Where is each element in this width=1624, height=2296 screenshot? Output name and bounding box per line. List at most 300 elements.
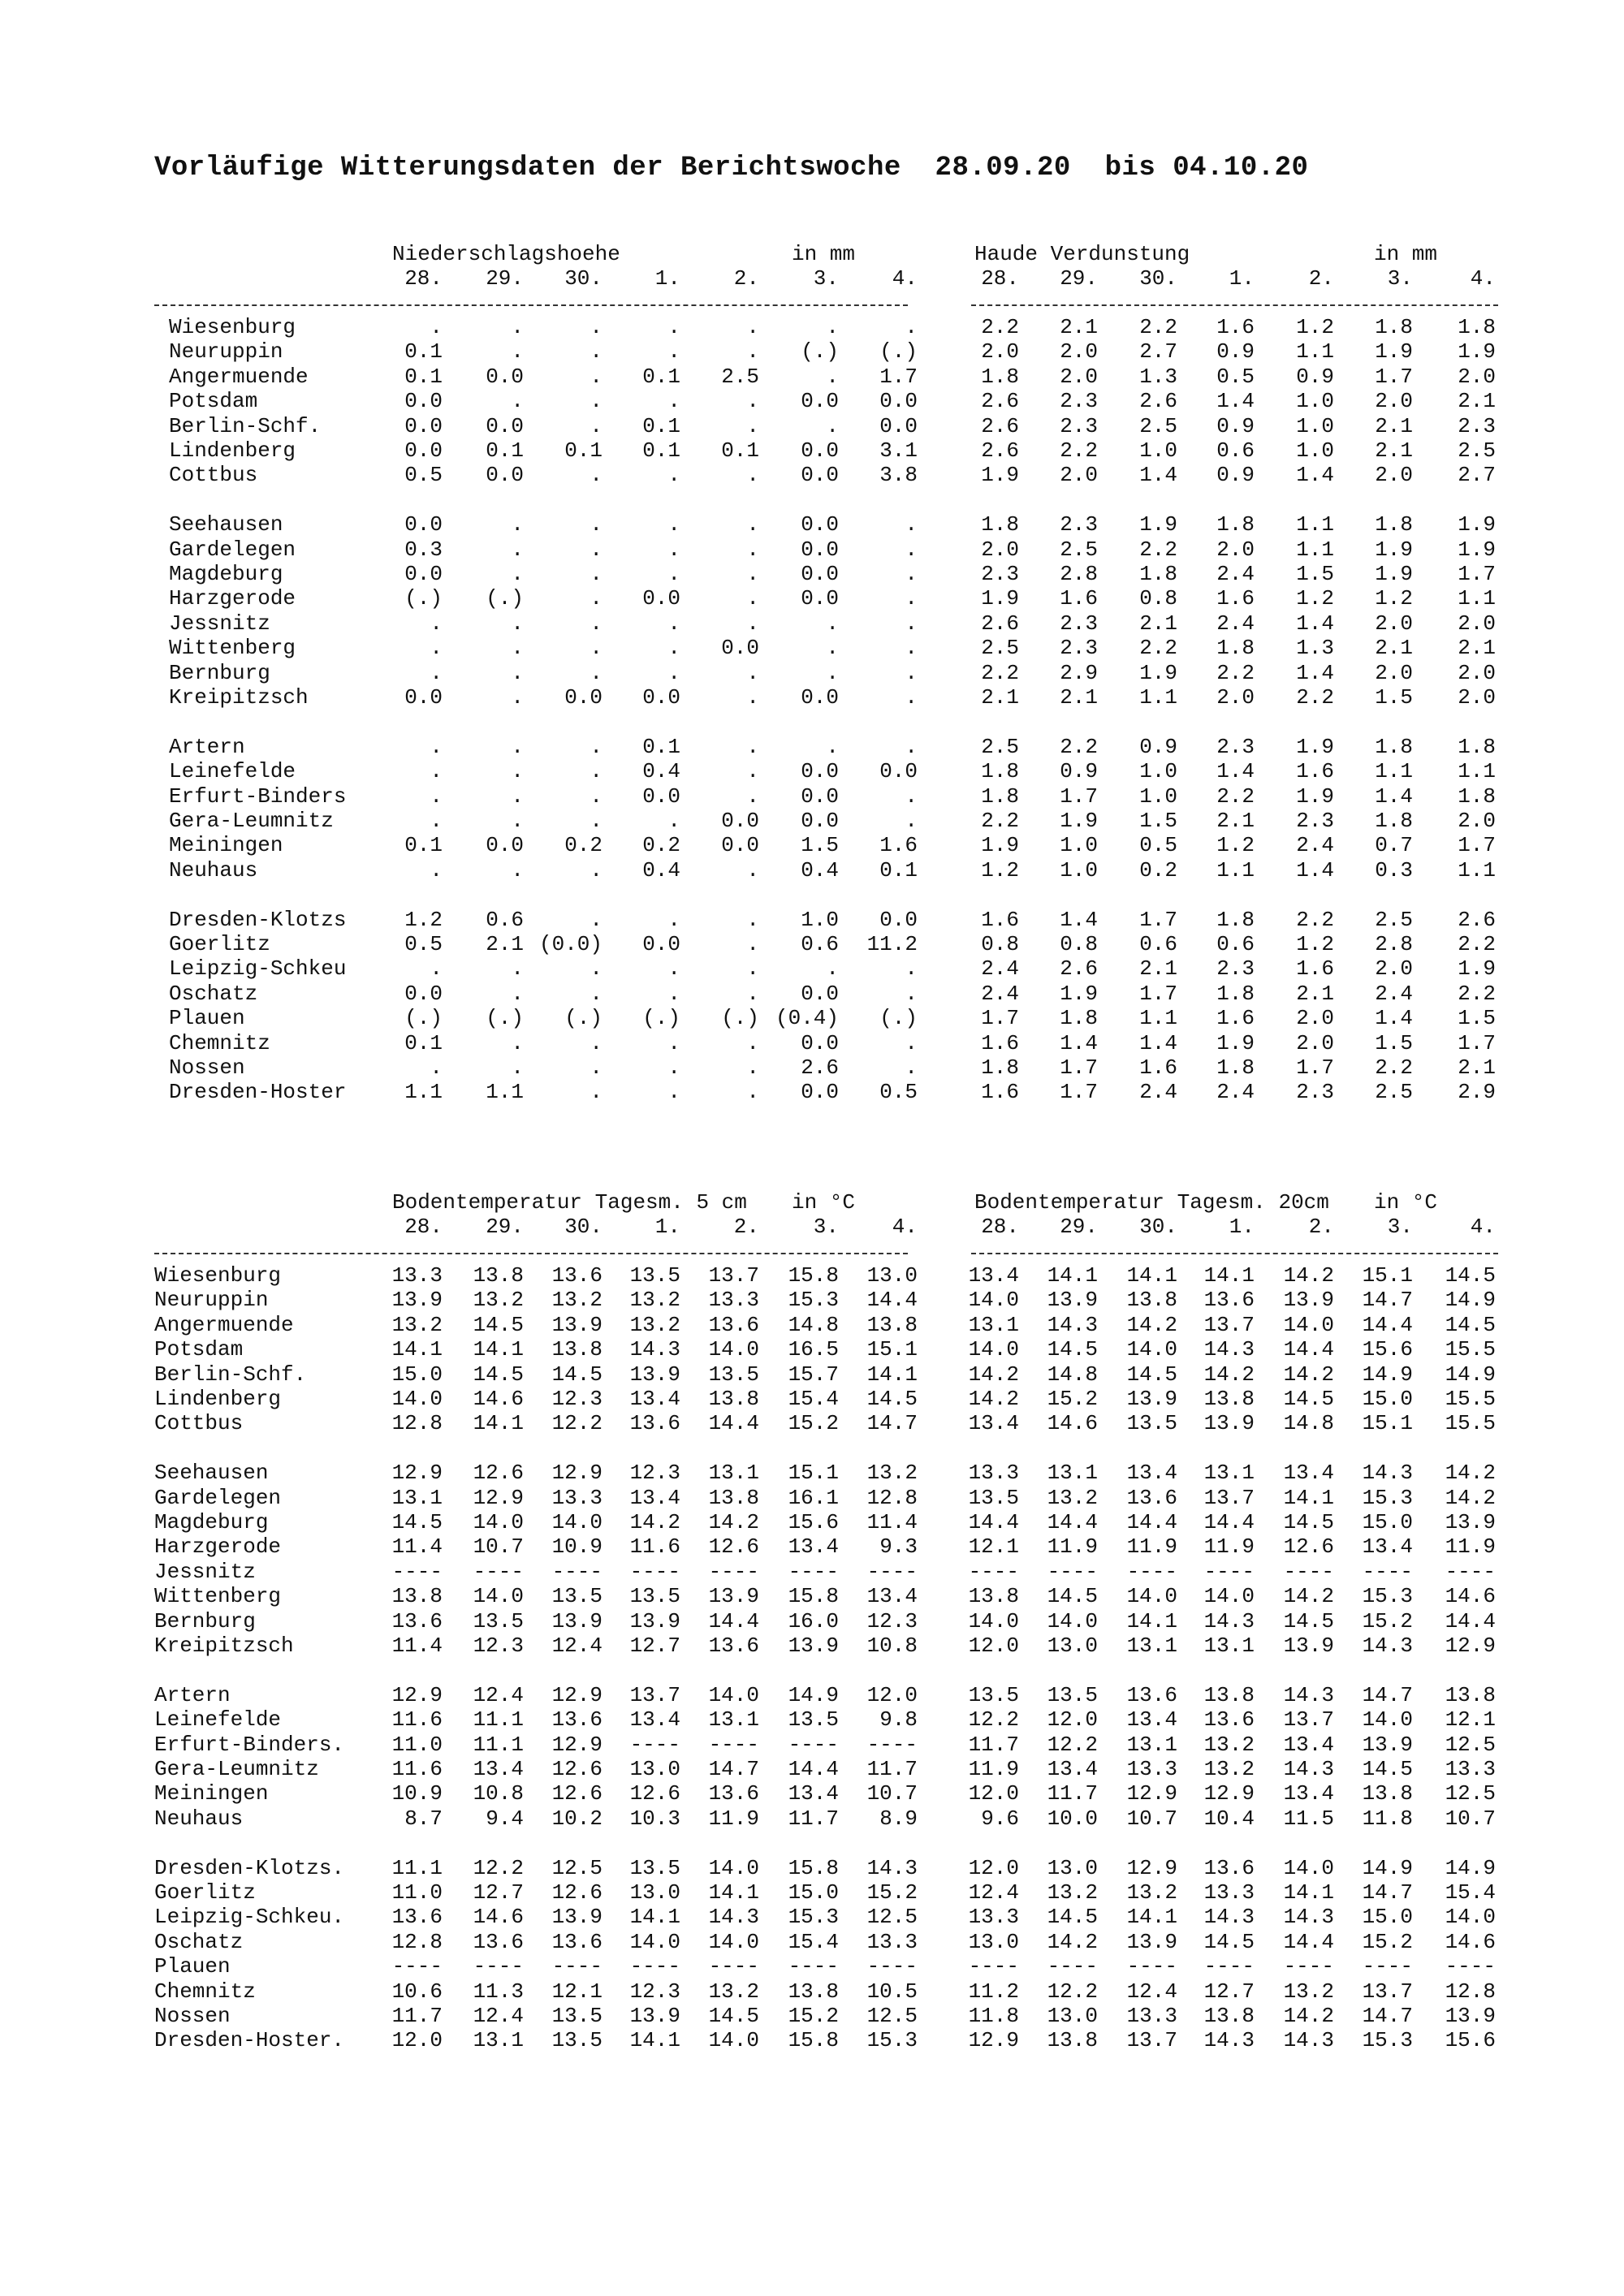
right-value-cell: 11.9	[968, 1757, 1019, 1781]
right-value-cell: 13.7	[1362, 1979, 1413, 2004]
right-value-cell: 2.4	[981, 981, 1019, 1006]
left-value-cell: 14.0	[708, 2028, 759, 2053]
right-value-cell: 1.8	[1216, 981, 1255, 1006]
station-name: Wittenberg	[169, 636, 296, 661]
right-value-cell: 1.6	[981, 1080, 1019, 1105]
right-value-cell: ----	[1126, 1559, 1177, 1584]
left-value-cell: 3.1	[879, 438, 918, 463]
right-value-cell: 1.7	[1458, 1030, 1496, 1055]
left-value-cell: .	[511, 611, 524, 636]
left-value-cell: 0.0	[404, 562, 443, 586]
right-value-cell: 14.3	[1362, 1634, 1413, 1658]
right-value-cell: 12.6	[1283, 1534, 1334, 1560]
left-value-cell: ----	[866, 1559, 918, 1584]
left-value-cell: 10.5	[866, 1979, 918, 2004]
left-value-cell: 13.1	[391, 1485, 443, 1510]
right-value-cell: 1.9	[981, 463, 1019, 488]
left-value-cell: 10.8	[866, 1634, 918, 1658]
right-day-header: 2.	[1308, 266, 1334, 291]
left-value-cell: 14.1	[708, 1880, 759, 1905]
right-value-cell: 13.7	[1203, 1485, 1255, 1510]
right-value-cell: 1.4	[1139, 1030, 1177, 1055]
left-value-cell: .	[667, 315, 680, 339]
left-value-cell: 15.7	[788, 1362, 839, 1387]
left-value-cell: 0.4	[642, 759, 680, 784]
left-value-cell: 13.3	[708, 1288, 759, 1313]
right-value-cell: 2.1	[1375, 413, 1413, 438]
left-value-cell: .	[590, 981, 603, 1006]
left-value-cell: 12.2	[551, 1411, 603, 1436]
right-value-cell: 14.7	[1362, 1682, 1413, 1707]
left-value-cell: 14.0	[708, 1929, 759, 1954]
right-value-cell: 1.2	[1296, 932, 1334, 956]
left-value-cell: .	[905, 981, 918, 1006]
left-value-cell: 12.1	[551, 1979, 603, 2004]
right-value-cell: 1.7	[1060, 1080, 1098, 1105]
left-value-cell: 15.4	[788, 1387, 839, 1411]
right-value-cell: 14.4	[1362, 1312, 1413, 1337]
left-value-cell: 12.4	[473, 2004, 524, 2028]
right-value-cell: 2.2	[981, 660, 1019, 685]
left-day-header: 3.	[813, 1215, 839, 1239]
right-value-cell: 13.6	[1203, 1288, 1255, 1313]
right-value-cell: 1.8	[1458, 315, 1496, 339]
right-value-cell: 1.1	[1296, 537, 1334, 562]
right-value-cell: 13.9	[1445, 2004, 1496, 2028]
left-value-cell: .	[590, 562, 603, 586]
left-value-cell: .	[511, 512, 524, 537]
left-value-cell: .	[430, 315, 443, 339]
right-value-cell: 2.3	[1060, 389, 1098, 414]
left-value-cell: 12.6	[473, 1461, 524, 1486]
left-value-cell: 8.7	[404, 1806, 443, 1831]
right-value-cell: 1.0	[1296, 389, 1334, 414]
right-value-cell: 14.0	[1283, 1312, 1334, 1337]
left-value-cell: 11.4	[391, 1634, 443, 1658]
right-section-title: Haude Verdunstung	[974, 242, 1190, 266]
right-value-cell: 2.1	[1060, 685, 1098, 710]
right-value-cell: 15.5	[1445, 1387, 1496, 1411]
right-value-cell: 13.4	[1047, 1757, 1098, 1781]
left-value-cell: .	[905, 1030, 918, 1055]
right-day-header: 1.	[1229, 1215, 1255, 1239]
left-value-cell: 0.0	[879, 907, 918, 932]
left-value-cell: 13.6	[391, 1608, 443, 1634]
left-value-cell: 0.1	[642, 413, 680, 438]
station-name: Artern	[169, 734, 245, 759]
left-value-cell: 0.1	[879, 857, 918, 883]
right-value-cell: 11.5	[1283, 1806, 1334, 1831]
left-value-cell: 10.3	[629, 1806, 680, 1831]
left-value-cell: .	[590, 463, 603, 488]
left-value-cell: 11.2	[866, 932, 918, 956]
right-value-cell: 1.4	[1216, 389, 1255, 414]
left-value-cell: 13.2	[391, 1312, 443, 1337]
right-value-cell: 2.1	[1458, 389, 1496, 414]
right-value-cell: 14.2	[968, 1387, 1019, 1411]
right-value-cell: 0.9	[1216, 463, 1255, 488]
right-value-cell: 2.3	[1458, 413, 1496, 438]
left-value-cell: 13.6	[551, 1929, 603, 1954]
station-name: Chemnitz	[169, 1030, 270, 1055]
right-value-cell: 14.1	[1047, 1263, 1098, 1288]
left-value-cell: .	[667, 636, 680, 661]
station-name: Kreipitzsch	[154, 1634, 294, 1658]
left-value-cell: 13.4	[473, 1757, 524, 1781]
right-value-cell: 2.2	[981, 315, 1019, 339]
left-value-cell: ----	[391, 1954, 443, 1979]
station-name: Berlin-Schf.	[154, 1362, 307, 1387]
left-value-cell: 0.0	[801, 438, 839, 463]
left-value-cell: .	[746, 586, 759, 611]
right-value-cell: ----	[1362, 1954, 1413, 1979]
station-name: Chemnitz	[154, 1979, 256, 2004]
right-value-cell: 2.0	[1296, 1030, 1334, 1055]
left-day-header: 1.	[654, 266, 680, 291]
right-value-cell: 1.1	[1216, 857, 1255, 883]
left-value-cell: .	[746, 783, 759, 809]
left-value-cell: 13.8	[788, 1979, 839, 2004]
right-value-cell: 1.8	[1216, 907, 1255, 932]
left-value-cell: 12.4	[473, 1682, 524, 1707]
left-value-cell: 0.5	[404, 463, 443, 488]
left-value-cell: 0.1	[404, 1030, 443, 1055]
station-name: Erfurt-Binders	[169, 783, 347, 809]
right-value-cell: 2.5	[1375, 907, 1413, 932]
left-value-cell: 12.8	[866, 1485, 918, 1510]
left-value-cell: 11.4	[866, 1510, 918, 1534]
right-value-cell: 2.2	[1216, 783, 1255, 809]
right-value-cell: 1.6	[1139, 1055, 1177, 1080]
left-value-cell: .	[430, 660, 443, 685]
right-value-cell: 12.0	[1047, 1707, 1098, 1733]
right-value-cell: 14.4	[1203, 1510, 1255, 1534]
right-value-cell: 14.4	[1283, 1337, 1334, 1362]
right-value-cell: 14.5	[1283, 1510, 1334, 1534]
left-value-cell: 0.1	[642, 364, 680, 389]
right-value-cell: 14.2	[1283, 1362, 1334, 1387]
left-value-cell: 13.1	[708, 1461, 759, 1486]
left-value-cell: 14.6	[473, 1905, 524, 1930]
right-value-cell: 14.1	[1126, 1905, 1177, 1930]
left-value-cell: 10.7	[473, 1534, 524, 1560]
left-value-cell: .	[590, 783, 603, 809]
right-value-cell: 1.6	[1216, 315, 1255, 339]
right-value-cell: 1.9	[1296, 734, 1334, 759]
right-value-cell: 2.9	[1458, 1080, 1496, 1105]
station-name: Cottbus	[169, 463, 258, 488]
left-value-cell: 14.2	[708, 1510, 759, 1534]
station-name: Oschatz	[154, 1929, 244, 1954]
right-value-cell: 13.1	[1203, 1461, 1255, 1486]
right-value-cell: ----	[1047, 1954, 1098, 1979]
left-value-cell: ----	[473, 1954, 524, 1979]
left-value-cell: 0.0	[801, 389, 839, 414]
right-value-cell: 1.3	[1139, 364, 1177, 389]
left-value-cell: .	[746, 932, 759, 956]
right-value-cell: 14.3	[1203, 1337, 1255, 1362]
right-value-cell: 2.0	[1216, 685, 1255, 710]
right-value-cell: 13.9	[1283, 1288, 1334, 1313]
right-value-cell: 1.7	[981, 1006, 1019, 1031]
left-value-cell: 12.9	[551, 1461, 603, 1486]
left-value-cell: 12.9	[391, 1461, 443, 1486]
right-value-cell: 1.9	[1296, 783, 1334, 809]
left-value-cell: 0.0	[801, 1080, 839, 1105]
left-value-cell: ----	[708, 1732, 759, 1757]
left-value-cell: 13.4	[629, 1485, 680, 1510]
left-value-cell: 13.8	[708, 1387, 759, 1411]
left-value-cell: .	[430, 759, 443, 784]
left-value-cell: .	[430, 783, 443, 809]
right-value-cell: 2.0	[1060, 339, 1098, 365]
left-value-cell: 13.6	[708, 1312, 759, 1337]
right-section-unit: in mm	[1374, 242, 1438, 266]
left-value-cell: ----	[866, 1954, 918, 1979]
right-value-cell: 13.2	[1126, 1880, 1177, 1905]
right-value-cell: 1.9	[1375, 537, 1413, 562]
left-value-cell: .	[905, 586, 918, 611]
right-value-cell: 2.0	[1296, 1006, 1334, 1031]
right-value-cell: 14.5	[1283, 1608, 1334, 1634]
left-value-cell: .	[746, 685, 759, 710]
left-value-cell: 13.8	[473, 1263, 524, 1288]
left-value-cell: 12.9	[551, 1732, 603, 1757]
right-value-cell: 15.3	[1362, 1584, 1413, 1609]
left-value-cell: 15.2	[866, 1880, 918, 1905]
right-value-cell: 0.7	[1375, 833, 1413, 858]
right-value-cell: 0.9	[1060, 759, 1098, 784]
station-name: Jessnitz	[154, 1559, 256, 1584]
right-value-cell: 13.6	[1203, 1855, 1255, 1880]
left-value-cell: 14.1	[391, 1337, 443, 1362]
left-value-cell: 11.0	[391, 1732, 443, 1757]
right-value-cell: 2.0	[1375, 956, 1413, 982]
right-value-cell: ----	[1362, 1559, 1413, 1584]
right-value-cell: 1.9	[981, 586, 1019, 611]
right-day-header: 28.	[981, 266, 1019, 291]
left-value-cell: .	[746, 389, 759, 414]
left-value-cell: 1.5	[801, 833, 839, 858]
left-value-cell: 0.0	[486, 413, 524, 438]
left-value-cell: 13.2	[629, 1288, 680, 1313]
right-value-cell: 2.9	[1060, 660, 1098, 685]
station-name: Dresden-Hoster.	[154, 2028, 345, 2053]
right-value-cell: 1.4	[1296, 611, 1334, 636]
left-value-cell: 13.4	[866, 1584, 918, 1609]
right-value-cell: ----	[1203, 1954, 1255, 1979]
right-value-cell: 0.9	[1296, 364, 1334, 389]
left-value-cell: ----	[629, 1732, 680, 1757]
left-value-cell: (0.4)	[775, 1006, 839, 1031]
left-value-cell: .	[590, 734, 603, 759]
right-value-cell: 10.0	[1047, 1806, 1098, 1831]
right-value-cell: ----	[1203, 1559, 1255, 1584]
left-value-cell: .	[746, 1030, 759, 1055]
left-value-cell: ----	[708, 1954, 759, 1979]
station-name: Lindenberg	[169, 438, 296, 463]
left-day-header: 4.	[892, 1215, 918, 1239]
station-name: Jessnitz	[169, 611, 270, 636]
right-value-cell: 2.6	[981, 611, 1019, 636]
station-name: Angermuende	[169, 364, 309, 389]
left-value-cell: .	[590, 809, 603, 833]
right-value-cell: 13.3	[1126, 1757, 1177, 1781]
right-value-cell: 2.1	[1375, 636, 1413, 661]
left-value-cell: 11.6	[391, 1707, 443, 1733]
right-value-cell: 1.4	[1375, 1006, 1413, 1031]
right-value-cell: 12.5	[1445, 1732, 1496, 1757]
left-value-cell: (.)	[404, 1006, 443, 1031]
left-value-cell: 8.9	[879, 1806, 918, 1831]
right-value-cell: 1.4	[1060, 1030, 1098, 1055]
right-value-cell: 2.2	[1060, 734, 1098, 759]
right-value-cell: 2.4	[981, 956, 1019, 982]
right-value-cell: 14.0	[1445, 1905, 1496, 1930]
right-value-cell: 1.6	[1296, 956, 1334, 982]
left-value-cell: .	[746, 907, 759, 932]
left-value-cell: .	[905, 734, 918, 759]
left-value-cell: 13.9	[629, 1362, 680, 1387]
right-value-cell: 13.4	[1126, 1461, 1177, 1486]
right-value-cell: 1.9	[1139, 512, 1177, 537]
right-value-cell: 1.1	[1458, 857, 1496, 883]
right-value-cell: 11.9	[1445, 1534, 1496, 1560]
left-value-cell: 14.0	[391, 1387, 443, 1411]
right-divider	[971, 304, 1498, 306]
left-value-cell: .	[746, 1080, 759, 1105]
left-value-cell: 11.1	[391, 1855, 443, 1880]
right-value-cell: 10.7	[1126, 1806, 1177, 1831]
right-value-cell: 1.6	[1296, 759, 1334, 784]
right-value-cell: 2.5	[981, 734, 1019, 759]
left-value-cell: .	[826, 636, 839, 661]
left-value-cell: 14.5	[551, 1362, 603, 1387]
left-value-cell: 14.4	[708, 1608, 759, 1634]
left-value-cell: 13.6	[708, 1634, 759, 1658]
left-value-cell: 14.1	[473, 1411, 524, 1436]
left-value-cell: 15.2	[788, 1411, 839, 1436]
right-value-cell: 14.5	[1362, 1757, 1413, 1781]
left-value-cell: 0.4	[801, 857, 839, 883]
right-value-cell: 2.7	[1458, 463, 1496, 488]
right-day-header: 29.	[1060, 1215, 1098, 1239]
left-value-cell: 15.6	[788, 1510, 839, 1534]
right-value-cell: 2.5	[1139, 413, 1177, 438]
left-value-cell: .	[590, 586, 603, 611]
right-value-cell: 14.4	[1047, 1510, 1098, 1534]
right-value-cell: 14.9	[1445, 1288, 1496, 1313]
right-value-cell: 2.2	[1139, 315, 1177, 339]
left-value-cell: .	[667, 611, 680, 636]
left-value-cell: 14.5	[708, 2004, 759, 2028]
left-value-cell: .	[746, 956, 759, 982]
left-value-cell: 11.6	[391, 1757, 443, 1781]
left-value-cell: 15.4	[788, 1929, 839, 1954]
left-value-cell: .	[667, 1030, 680, 1055]
left-value-cell: .	[826, 611, 839, 636]
right-value-cell: 2.1	[1216, 809, 1255, 833]
left-value-cell: 13.5	[708, 1362, 759, 1387]
left-value-cell: 11.1	[473, 1732, 524, 1757]
right-value-cell: 14.0	[968, 1288, 1019, 1313]
left-value-cell: .	[667, 660, 680, 685]
right-value-cell: 14.5	[1126, 1362, 1177, 1387]
right-value-cell: 1.0	[1139, 438, 1177, 463]
right-value-cell: 13.9	[1047, 1288, 1098, 1313]
right-value-cell: 15.0	[1362, 1905, 1413, 1930]
left-value-cell: .	[667, 1055, 680, 1080]
left-value-cell: .	[667, 562, 680, 586]
left-value-cell: 12.6	[551, 1880, 603, 1905]
right-value-cell: 13.3	[1445, 1757, 1496, 1781]
left-value-cell: 0.6	[486, 907, 524, 932]
right-value-cell: 13.8	[1203, 1387, 1255, 1411]
right-value-cell: 1.1	[1296, 339, 1334, 365]
left-value-cell: 0.0	[404, 512, 443, 537]
left-value-cell: .	[826, 413, 839, 438]
left-value-cell: .	[667, 537, 680, 562]
left-value-cell: 13.6	[629, 1411, 680, 1436]
left-value-cell: 13.9	[629, 2004, 680, 2028]
right-day-header: 29.	[1060, 266, 1098, 291]
left-value-cell: 13.3	[866, 1929, 918, 1954]
left-value-cell: 12.6	[551, 1781, 603, 1806]
left-value-cell: 0.0	[486, 364, 524, 389]
right-value-cell: 1.7	[1458, 562, 1496, 586]
right-value-cell: 14.0	[1362, 1707, 1413, 1733]
left-value-cell: .	[511, 562, 524, 586]
left-value-cell: 14.4	[708, 1411, 759, 1436]
right-value-cell: 15.0	[1362, 1510, 1413, 1534]
left-value-cell: 0.1	[404, 339, 443, 365]
right-value-cell: 1.8	[1216, 512, 1255, 537]
left-day-header: 4.	[892, 266, 918, 291]
right-value-cell: 1.9	[1458, 956, 1496, 982]
right-value-cell: 0.8	[981, 932, 1019, 956]
right-value-cell: 2.3	[1060, 512, 1098, 537]
left-value-cell: .	[905, 562, 918, 586]
right-value-cell: 0.8	[1060, 932, 1098, 956]
left-day-header: 28.	[404, 1215, 443, 1239]
left-value-cell: 12.9	[473, 1485, 524, 1510]
left-value-cell: .	[511, 956, 524, 982]
left-value-cell: 13.0	[629, 1880, 680, 1905]
right-value-cell: 14.3	[1047, 1312, 1098, 1337]
left-value-cell: 1.2	[404, 907, 443, 932]
right-value-cell: 12.0	[968, 1855, 1019, 1880]
left-value-cell: 14.4	[788, 1757, 839, 1781]
right-value-cell: 13.6	[1203, 1707, 1255, 1733]
left-value-cell: .	[511, 660, 524, 685]
station-name: Wittenberg	[154, 1584, 282, 1609]
right-value-cell: 12.8	[1445, 1979, 1496, 2004]
left-value-cell: 0.0	[801, 809, 839, 833]
station-name: Wiesenburg	[154, 1263, 282, 1288]
left-value-cell: 15.3	[788, 1905, 839, 1930]
right-value-cell: 12.9	[1445, 1634, 1496, 1658]
right-value-cell: 14.7	[1362, 1288, 1413, 1313]
left-value-cell: 0.0	[642, 586, 680, 611]
left-value-cell: .	[590, 315, 603, 339]
right-value-cell: 13.3	[968, 1905, 1019, 1930]
right-value-cell: 2.0	[1375, 389, 1413, 414]
station-name: Dresden-Klotzs.	[154, 1855, 345, 1880]
right-value-cell: 1.8	[1458, 734, 1496, 759]
left-value-cell: 13.1	[473, 2028, 524, 2053]
left-value-cell: (.)	[564, 1006, 603, 1031]
right-value-cell: 2.1	[1375, 438, 1413, 463]
